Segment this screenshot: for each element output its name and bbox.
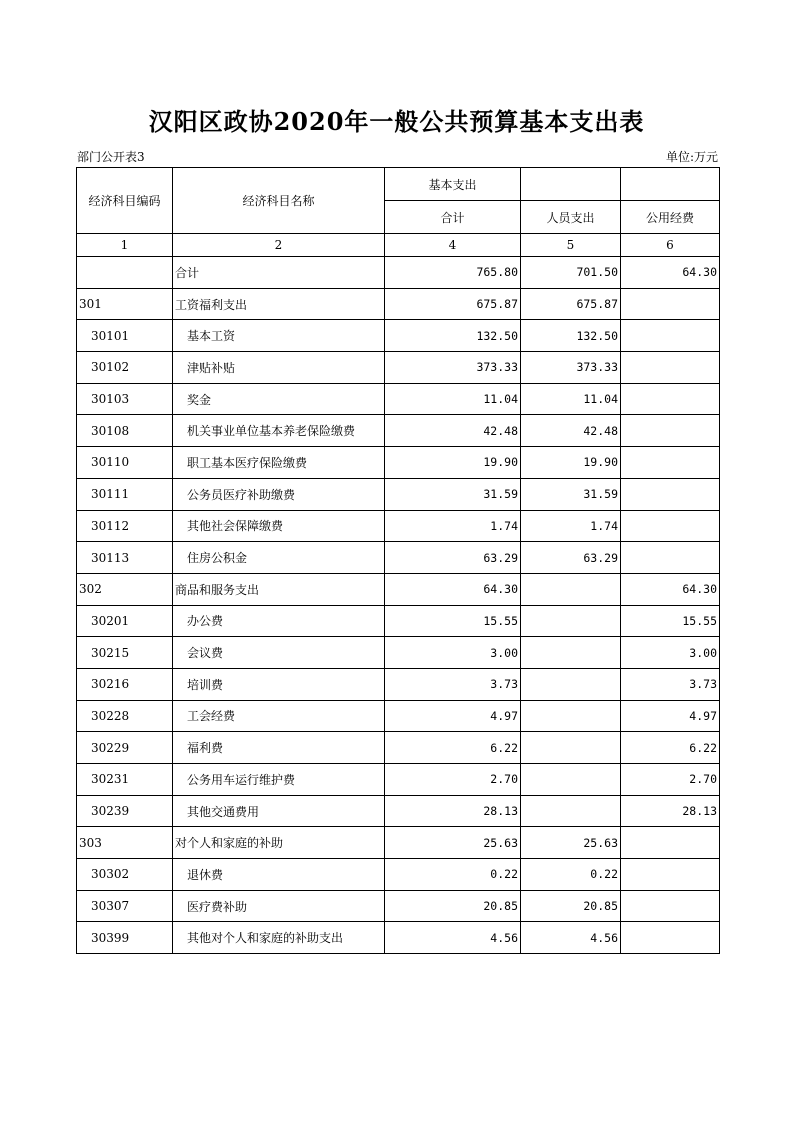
cell-name: 商品和服务支出 bbox=[173, 573, 385, 605]
cell-name: 津贴补贴 bbox=[173, 352, 385, 384]
cell-public bbox=[621, 890, 720, 922]
cell-code: 30228 bbox=[77, 700, 173, 732]
cell-public bbox=[621, 922, 720, 954]
cell-public bbox=[621, 447, 720, 479]
cell-name: 其他交通费用 bbox=[173, 795, 385, 827]
table-row bbox=[77, 764, 720, 796]
cell-total: 15.55 bbox=[385, 605, 521, 637]
cell-name: 退休费 bbox=[173, 859, 385, 891]
cell-code: 30216 bbox=[77, 668, 173, 700]
cell-name: 工会经费 bbox=[173, 700, 385, 732]
cell-total: 3.00 bbox=[385, 637, 521, 669]
cell-total: 31.59 bbox=[385, 478, 521, 510]
cell-name: 办公费 bbox=[173, 605, 385, 637]
cell-code: 30215 bbox=[77, 637, 173, 669]
column-number: 2 bbox=[173, 234, 385, 257]
cell-name: 对个人和家庭的补助 bbox=[173, 827, 385, 859]
column-number-row bbox=[77, 234, 720, 257]
column-number: 1 bbox=[77, 234, 173, 257]
cell-name: 会议费 bbox=[173, 637, 385, 669]
cell-name: 奖金 bbox=[173, 383, 385, 415]
cell-name: 工资福利支出 bbox=[173, 288, 385, 320]
cell-code: 301 bbox=[77, 288, 173, 320]
cell-public bbox=[621, 827, 720, 859]
table-row bbox=[77, 827, 720, 859]
cell-public bbox=[621, 352, 720, 384]
cell-personnel bbox=[521, 700, 621, 732]
cell-code: 30101 bbox=[77, 320, 173, 352]
column-number: 5 bbox=[521, 234, 621, 257]
cell-total: 4.97 bbox=[385, 700, 521, 732]
table-row bbox=[77, 352, 720, 384]
table-row bbox=[77, 605, 720, 637]
header-blank-1 bbox=[521, 168, 621, 201]
cell-code: 30231 bbox=[77, 764, 173, 796]
table-row bbox=[77, 668, 720, 700]
cell-total: 11.04 bbox=[385, 383, 521, 415]
cell-total: 373.33 bbox=[385, 352, 521, 384]
cell-name: 合计 bbox=[173, 257, 385, 289]
cell-code: 30111 bbox=[77, 478, 173, 510]
cell-total: 765.80 bbox=[385, 257, 521, 289]
cell-code: 30201 bbox=[77, 605, 173, 637]
budget-table bbox=[76, 167, 720, 954]
table-row bbox=[77, 257, 720, 289]
table-row bbox=[77, 447, 720, 479]
cell-personnel bbox=[521, 795, 621, 827]
table-row bbox=[77, 700, 720, 732]
cell-name: 基本工资 bbox=[173, 320, 385, 352]
cell-total: 132.50 bbox=[385, 320, 521, 352]
cell-personnel: 42.48 bbox=[521, 415, 621, 447]
cell-code: 30112 bbox=[77, 510, 173, 542]
cell-public: 64.30 bbox=[621, 573, 720, 605]
cell-personnel: 4.56 bbox=[521, 922, 621, 954]
table-row bbox=[77, 478, 720, 510]
cell-code: 30239 bbox=[77, 795, 173, 827]
cell-name: 住房公积金 bbox=[173, 542, 385, 574]
table-row bbox=[77, 288, 720, 320]
cell-personnel bbox=[521, 573, 621, 605]
cell-public bbox=[621, 415, 720, 447]
cell-public bbox=[621, 859, 720, 891]
cell-personnel: 11.04 bbox=[521, 383, 621, 415]
cell-total: 42.48 bbox=[385, 415, 521, 447]
cell-personnel: 1.74 bbox=[521, 510, 621, 542]
cell-name: 其他对个人和家庭的补助支出 bbox=[173, 922, 385, 954]
cell-code: 303 bbox=[77, 827, 173, 859]
cell-public: 3.73 bbox=[621, 668, 720, 700]
cell-public: 64.30 bbox=[621, 257, 720, 289]
table-row bbox=[77, 732, 720, 764]
cell-public bbox=[621, 542, 720, 574]
table-row bbox=[77, 637, 720, 669]
cell-name: 公务用车运行维护费 bbox=[173, 764, 385, 796]
cell-total: 6.22 bbox=[385, 732, 521, 764]
cell-code: 30229 bbox=[77, 732, 173, 764]
header-personnel: 人员支出 bbox=[521, 201, 621, 234]
form-label: 部门公开表3 bbox=[77, 150, 145, 164]
cell-personnel: 63.29 bbox=[521, 542, 621, 574]
cell-total: 4.56 bbox=[385, 922, 521, 954]
header-basic: 基本支出 bbox=[385, 168, 521, 201]
cell-total: 675.87 bbox=[385, 288, 521, 320]
cell-total: 20.85 bbox=[385, 890, 521, 922]
cell-public: 28.13 bbox=[621, 795, 720, 827]
table-row bbox=[77, 859, 720, 891]
table-row bbox=[77, 383, 720, 415]
cell-name: 其他社会保障缴费 bbox=[173, 510, 385, 542]
header-blank-2 bbox=[621, 168, 720, 201]
cell-code: 30103 bbox=[77, 383, 173, 415]
column-number: 6 bbox=[621, 234, 720, 257]
header-name: 经济科目名称 bbox=[173, 168, 385, 234]
cell-total: 2.70 bbox=[385, 764, 521, 796]
cell-personnel: 19.90 bbox=[521, 447, 621, 479]
cell-personnel: 31.59 bbox=[521, 478, 621, 510]
cell-total: 1.74 bbox=[385, 510, 521, 542]
cell-public: 6.22 bbox=[621, 732, 720, 764]
table-row bbox=[77, 890, 720, 922]
cell-public: 4.97 bbox=[621, 700, 720, 732]
cell-personnel bbox=[521, 732, 621, 764]
cell-code: 30108 bbox=[77, 415, 173, 447]
cell-public: 3.00 bbox=[621, 637, 720, 669]
cell-code: 302 bbox=[77, 573, 173, 605]
cell-code: 30302 bbox=[77, 859, 173, 891]
header-row-1 bbox=[77, 168, 720, 201]
cell-public: 15.55 bbox=[621, 605, 720, 637]
cell-total: 63.29 bbox=[385, 542, 521, 574]
unit-label: 单位:万元 bbox=[665, 150, 718, 164]
cell-personnel bbox=[521, 605, 621, 637]
table-row bbox=[77, 573, 720, 605]
page-title: 汉阳区政协2020年一般公共预算基本支出表 bbox=[148, 107, 645, 136]
table-row bbox=[77, 415, 720, 447]
cell-total: 64.30 bbox=[385, 573, 521, 605]
cell-code: 30102 bbox=[77, 352, 173, 384]
cell-code: 30113 bbox=[77, 542, 173, 574]
cell-name: 福利费 bbox=[173, 732, 385, 764]
cell-name: 机关事业单位基本养老保险缴费 bbox=[173, 415, 385, 447]
cell-personnel: 701.50 bbox=[521, 257, 621, 289]
header-code: 经济科目编码 bbox=[77, 168, 173, 234]
cell-personnel: 373.33 bbox=[521, 352, 621, 384]
cell-personnel bbox=[521, 668, 621, 700]
cell-name: 公务员医疗补助缴费 bbox=[173, 478, 385, 510]
cell-name: 医疗费补助 bbox=[173, 890, 385, 922]
cell-public bbox=[621, 478, 720, 510]
cell-code bbox=[77, 257, 173, 289]
cell-total: 25.63 bbox=[385, 827, 521, 859]
cell-public bbox=[621, 510, 720, 542]
cell-personnel bbox=[521, 637, 621, 669]
column-number: 4 bbox=[385, 234, 521, 257]
cell-name: 职工基本医疗保险缴费 bbox=[173, 447, 385, 479]
cell-code: 30307 bbox=[77, 890, 173, 922]
cell-personnel: 675.87 bbox=[521, 288, 621, 320]
cell-name: 培训费 bbox=[173, 668, 385, 700]
table-row bbox=[77, 320, 720, 352]
cell-public bbox=[621, 288, 720, 320]
cell-code: 30110 bbox=[77, 447, 173, 479]
budget-table-body bbox=[77, 168, 720, 954]
cell-personnel: 20.85 bbox=[521, 890, 621, 922]
cell-total: 19.90 bbox=[385, 447, 521, 479]
cell-total: 3.73 bbox=[385, 668, 521, 700]
cell-public: 2.70 bbox=[621, 764, 720, 796]
cell-personnel bbox=[521, 764, 621, 796]
header-total: 合计 bbox=[385, 201, 521, 234]
cell-public bbox=[621, 320, 720, 352]
table-row bbox=[77, 542, 720, 574]
cell-public bbox=[621, 383, 720, 415]
cell-total: 0.22 bbox=[385, 859, 521, 891]
table-row bbox=[77, 795, 720, 827]
cell-personnel: 0.22 bbox=[521, 859, 621, 891]
table-row bbox=[77, 922, 720, 954]
cell-personnel: 132.50 bbox=[521, 320, 621, 352]
cell-code: 30399 bbox=[77, 922, 173, 954]
table-row bbox=[77, 510, 720, 542]
cell-total: 28.13 bbox=[385, 795, 521, 827]
header-public: 公用经费 bbox=[621, 201, 720, 234]
cell-personnel: 25.63 bbox=[521, 827, 621, 859]
